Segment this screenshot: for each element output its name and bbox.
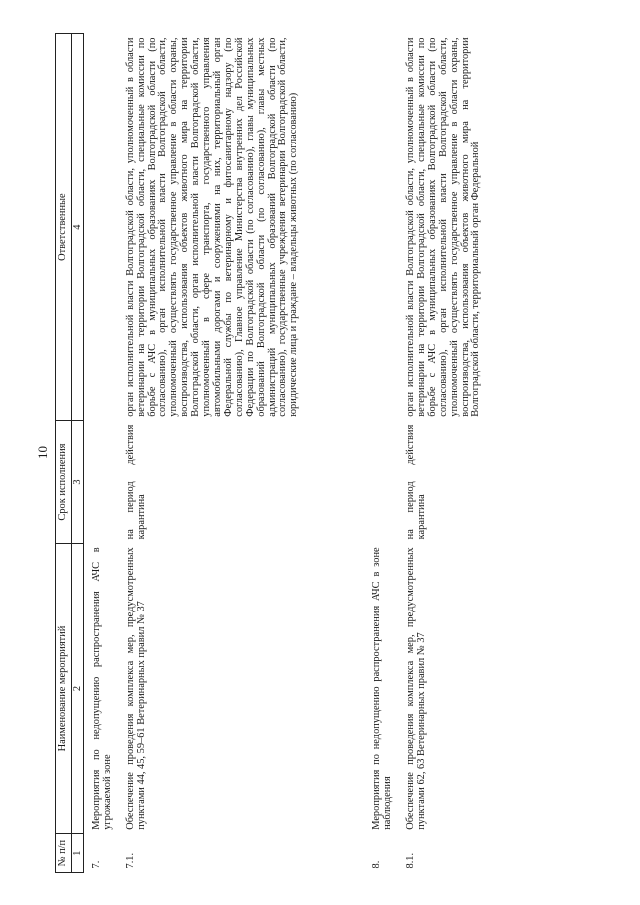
row-term: на период действия карантина (405, 424, 427, 540)
row-measure: Мероприятия по недопущению распространения АЧС в зоне наблюдения (371, 547, 394, 830)
column-numbers-row (71, 34, 83, 873)
table-row-spacer (314, 34, 364, 873)
column-number: 4 (71, 34, 83, 421)
row-number: 7.1. (124, 852, 136, 869)
table-row-section-7 (83, 34, 123, 873)
header-term: Срок исполнения (56, 421, 72, 544)
table-row-8-1 (404, 34, 496, 873)
row-number: 7. (90, 860, 102, 869)
header-num: № п/п (56, 834, 72, 873)
measures-table (55, 33, 496, 873)
row-measure: Мероприятия по недопущению распространения АЧС в угрожаемой зоне (90, 547, 113, 830)
row-measure: Обеспечение проведения комплекса мер, предусмотренных пунктами 44, 45, 59–61 Ветеринарных правил № 37 (124, 547, 147, 830)
row-responsible: орган исполнительной власти Волгоградской области, уполномоченный в области ветеринарии на территории Волгоградской области, специальные комиссии по борьбе с АЧС в муниципальных образованиях Волгоградской области (по согласованию), орган исполнительной власти Волгоградской области, уполномоченный осуществлять государственное управление в области охраны, воспроизводства, использования объектов животного мира на территории Волгоградской области, орган исполнительной власти Волгоградской области, уполномоченный в сфере транспорта, государственного управления автомобильными дорогами и сооружениями на них, территориальный орган Федеральной службы по ветеринарному и фитосанитарному надзору (по согласованию), Главное управление Министерства внутренних дел Российской Федерации по Волгоградской области (по согласованию), главы муниципальных образований Волгоградской области (по согласованию), главы местных администраций муниципальных образований Волгоградской области (по согласованию), государственные учреждения ветеринарии Волгоградской области, юридические лица и граждане – владельцы животных (по согласованию) (124, 37, 300, 417)
row-term: на период действия карантина (124, 424, 147, 540)
row-responsible (364, 34, 404, 421)
header-responsible: Ответственные (56, 34, 72, 421)
row-measure: Обеспечение проведения комплекса мер, предусмотренных пунктами 62, 63 Ветеринарных правил № 37 (405, 547, 427, 830)
table-row-7-1 (124, 34, 315, 873)
column-number: 1 (71, 834, 83, 873)
row-term (364, 421, 404, 544)
row-number: 8. (371, 860, 383, 869)
page-number: 10 (35, 446, 50, 459)
row-responsible: орган исполнительной власти Волгоградской области, уполномоченный в области ветеринарии на территории Волгоградской области, специальные комиссии по борьбе с АЧС в муниципальных образованиях Волгоградской области (по согласованию), орган исполнительной власти Волгоградской области, уполномоченный осуществлять государственное управление в области охраны, воспроизводства, использования объектов животного мира на территории Волгоградской области, территориальный орган Федеральной (405, 37, 482, 417)
column-number: 2 (71, 543, 83, 833)
header-name: Наименование мероприятий (56, 543, 72, 833)
row-number: 8.1. (405, 852, 417, 869)
row-responsible (83, 34, 123, 421)
table-row-section-8 (364, 34, 404, 873)
row-term (83, 421, 123, 544)
column-number: 3 (71, 421, 83, 544)
table-header-row (56, 34, 72, 873)
